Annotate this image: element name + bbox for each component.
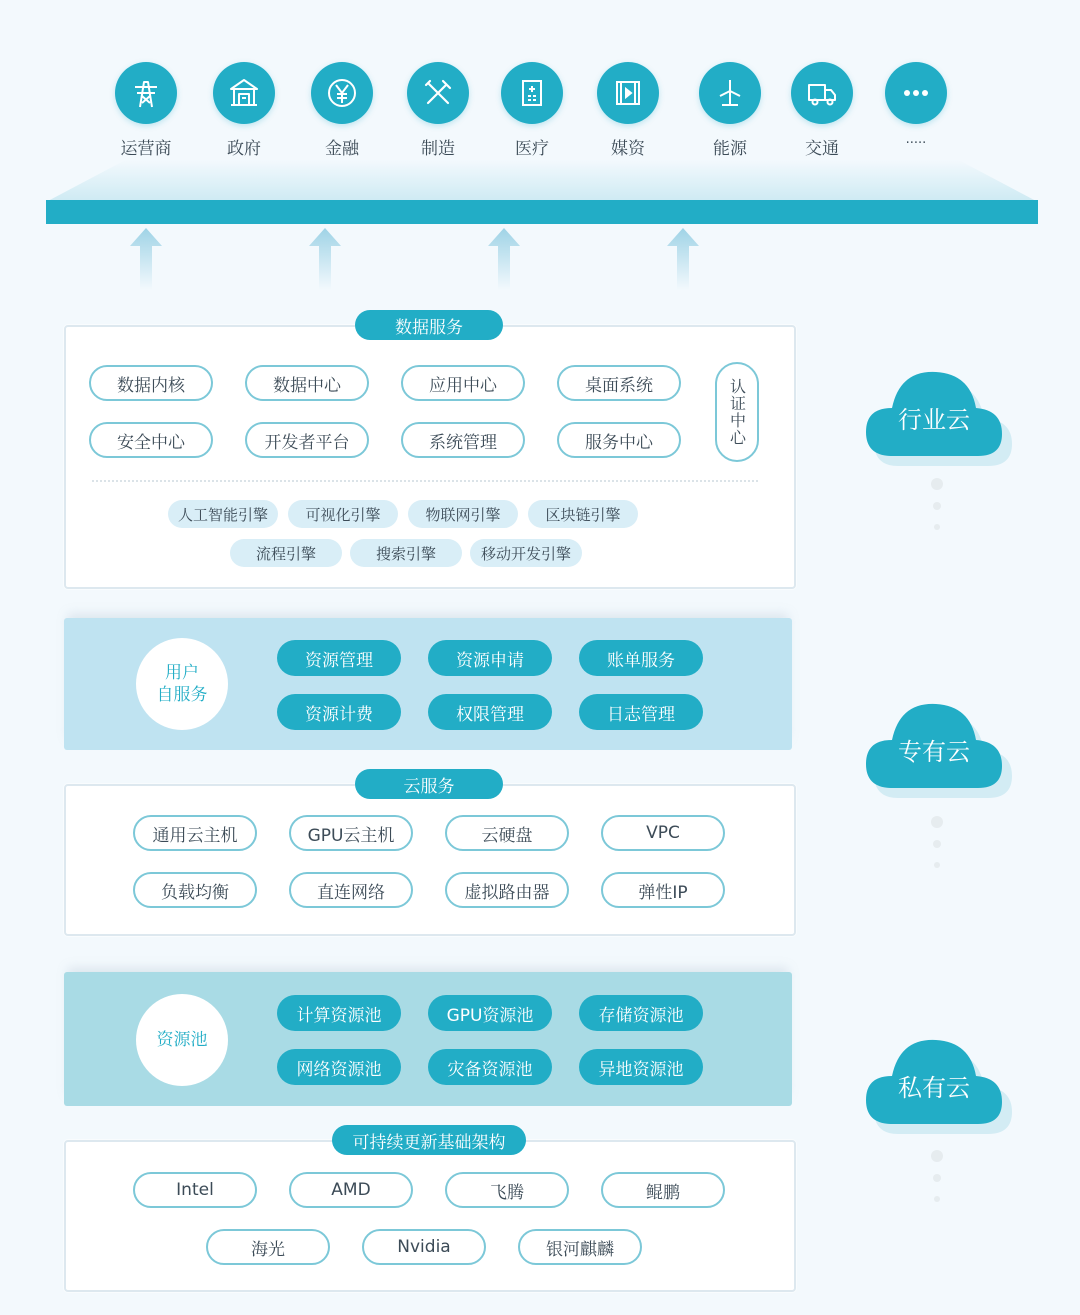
wind-turbine-icon bbox=[699, 62, 761, 124]
infrastructure-card bbox=[64, 1140, 796, 1292]
hospital-icon bbox=[501, 62, 563, 124]
data-service-item: 系统管理 bbox=[401, 422, 525, 458]
cloud-label: 专有云 bbox=[898, 738, 970, 766]
industry-label: ····· bbox=[905, 136, 927, 151]
dot bbox=[933, 502, 941, 510]
resource-pool-label: 资源池 bbox=[136, 994, 228, 1086]
industry-label: 政府 bbox=[227, 139, 261, 159]
cloud-private bbox=[862, 1028, 1012, 1138]
industry-item-energy bbox=[680, 62, 780, 159]
cloud-service-item: 弹性IP bbox=[601, 872, 725, 908]
self-service-label-line2: 自服务 bbox=[156, 685, 208, 705]
cloud-label: 行业云 bbox=[898, 406, 970, 434]
industry-label: 交通 bbox=[805, 139, 839, 159]
dot bbox=[933, 840, 941, 848]
tools-icon bbox=[407, 62, 469, 124]
cloud-service-item: 云硬盘 bbox=[445, 815, 569, 851]
platform-bar bbox=[46, 200, 1038, 224]
cloud-industry bbox=[862, 360, 1012, 470]
infrastructure-item: Nvidia bbox=[362, 1229, 486, 1265]
industry-item-finance bbox=[292, 62, 392, 159]
engine-item: 可视化引擎 bbox=[288, 500, 398, 528]
yen-coin-icon bbox=[311, 62, 373, 124]
self-service-item: 账单服务 bbox=[579, 640, 703, 676]
data-service-item: 开发者平台 bbox=[245, 422, 369, 458]
data-service-item: 安全中心 bbox=[89, 422, 213, 458]
data-service-item: 服务中心 bbox=[557, 422, 681, 458]
data-service-item: 桌面系统 bbox=[557, 365, 681, 401]
cloud-service-item: 直连网络 bbox=[289, 872, 413, 908]
self-service-item: 资源管理 bbox=[277, 640, 401, 676]
power-tower-icon bbox=[115, 62, 177, 124]
engine-item: 流程引擎 bbox=[230, 539, 342, 567]
resource-pool-item: GPU资源池 bbox=[428, 995, 552, 1031]
industry-label: 能源 bbox=[713, 139, 747, 159]
cloud-service-item: GPU云主机 bbox=[289, 815, 413, 851]
resource-pool-item: 网络资源池 bbox=[277, 1049, 401, 1085]
self-service-label-line1: 用户 bbox=[165, 663, 199, 683]
industry-item-medical bbox=[482, 62, 582, 159]
industry-label: 金融 bbox=[325, 139, 359, 159]
data-service-item: 应用中心 bbox=[401, 365, 525, 401]
infrastructure-item: 飞腾 bbox=[445, 1172, 569, 1208]
industry-label: 媒资 bbox=[611, 139, 645, 159]
engine-item: 物联网引擎 bbox=[408, 500, 518, 528]
up-arrow-icon bbox=[488, 228, 520, 290]
self-service-item: 日志管理 bbox=[579, 694, 703, 730]
platform-surface bbox=[46, 160, 1038, 202]
up-arrow-icon bbox=[667, 228, 699, 290]
dot bbox=[934, 524, 940, 530]
infrastructure-item: AMD bbox=[289, 1172, 413, 1208]
engine-item: 移动开发引擎 bbox=[470, 539, 582, 567]
engine-item: 人工智能引擎 bbox=[168, 500, 278, 528]
resource-pool-item: 计算资源池 bbox=[277, 995, 401, 1031]
data-service-title: 数据服务 bbox=[355, 310, 503, 340]
dot bbox=[933, 1174, 941, 1182]
dot bbox=[934, 862, 940, 868]
industry-label: 运营商 bbox=[120, 139, 172, 159]
resource-pool-item: 异地资源池 bbox=[579, 1049, 703, 1085]
industry-item-government bbox=[194, 62, 294, 159]
data-service-item: 数据内核 bbox=[89, 365, 213, 401]
engine-item: 搜索引擎 bbox=[350, 539, 462, 567]
truck-icon bbox=[791, 62, 853, 124]
cloud-dedicated bbox=[862, 692, 1012, 802]
more-icon bbox=[885, 62, 947, 124]
industry-item-manufacturing bbox=[388, 62, 488, 159]
self-service-item: 权限管理 bbox=[428, 694, 552, 730]
data-service-item: 数据中心 bbox=[245, 365, 369, 401]
industry-item-more bbox=[866, 62, 966, 151]
infrastructure-title: 可持续更新基础架构 bbox=[332, 1125, 526, 1155]
infrastructure-item: 海光 bbox=[206, 1229, 330, 1265]
government-building-icon bbox=[213, 62, 275, 124]
industry-label: 医疗 bbox=[515, 139, 549, 159]
self-service-item: 资源计费 bbox=[277, 694, 401, 730]
dot bbox=[934, 1196, 940, 1202]
industry-label: 制造 bbox=[421, 139, 455, 159]
self-service-item: 资源申请 bbox=[428, 640, 552, 676]
resource-pool-item: 灾备资源池 bbox=[428, 1049, 552, 1085]
self-service-label bbox=[136, 638, 228, 730]
industry-item-carrier bbox=[96, 62, 196, 159]
cloud-service-item: 虚拟路由器 bbox=[445, 872, 569, 908]
industry-item-media bbox=[578, 62, 678, 159]
cloud-service-title: 云服务 bbox=[355, 769, 503, 799]
cloud-label: 私有云 bbox=[898, 1074, 970, 1102]
dot bbox=[931, 478, 943, 490]
infrastructure-item: 鲲鹏 bbox=[601, 1172, 725, 1208]
engine-item: 区块链引擎 bbox=[528, 500, 638, 528]
cloud-service-item: VPC bbox=[601, 815, 725, 851]
dot bbox=[931, 816, 943, 828]
resource-pool-item: 存储资源池 bbox=[579, 995, 703, 1031]
cloud-service-item: 通用云主机 bbox=[133, 815, 257, 851]
infrastructure-item: 银河麒麟 bbox=[518, 1229, 642, 1265]
cloud-service-card bbox=[64, 784, 796, 936]
auth-center: 认证中心 bbox=[715, 362, 759, 462]
divider bbox=[92, 480, 758, 482]
up-arrow-icon bbox=[130, 228, 162, 290]
film-icon bbox=[597, 62, 659, 124]
infrastructure-item: Intel bbox=[133, 1172, 257, 1208]
cloud-service-item: 负载均衡 bbox=[133, 872, 257, 908]
industry-item-transport bbox=[772, 62, 872, 159]
up-arrow-icon bbox=[309, 228, 341, 290]
dot bbox=[931, 1150, 943, 1162]
